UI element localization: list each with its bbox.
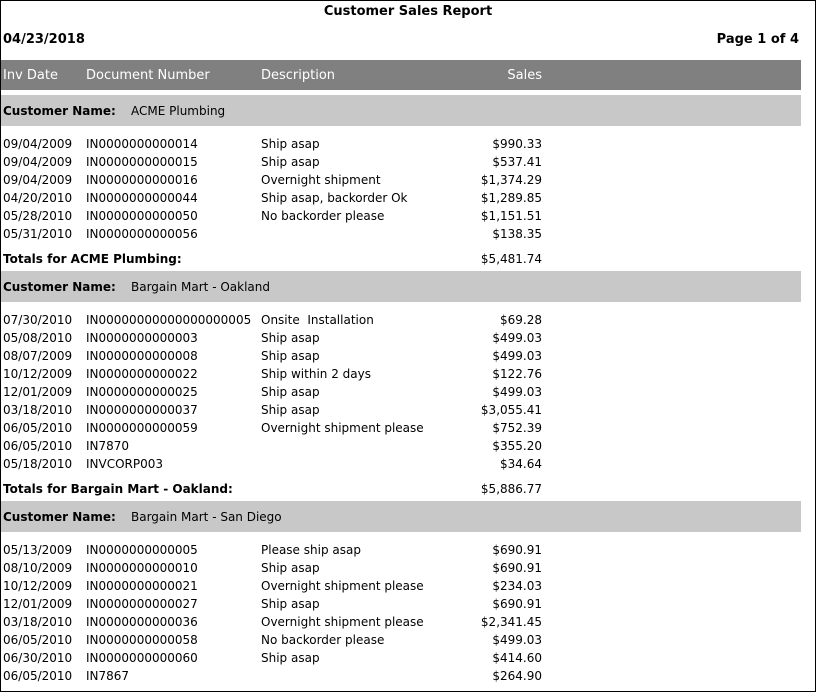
table-row [1,383,801,401]
description-cell: No backorder please [261,209,385,223]
inv-date-cell: 06/05/2010 [3,439,73,453]
inv-date-cell: 05/13/2009 [3,543,73,557]
document-number-cell: IN0000000000015 [86,155,198,169]
description-cell: Overnight shipment please [261,579,424,593]
table-row [1,189,801,207]
table-row [1,559,801,577]
inv-date-cell: 05/28/2010 [3,209,73,223]
description-cell: Overnight shipment please [261,421,424,435]
document-number-cell: IN0000000000014 [86,137,198,151]
customer-name-label: Customer Name: [3,280,116,294]
description-cell: Ship asap [261,651,320,665]
customer-total-label: Totals for Bargain Mart - Oakland: [3,482,233,496]
sales-cell: $499.03 [492,633,542,647]
report-date: 04/23/2018 [3,32,85,47]
sales-cell: $499.03 [492,349,542,363]
column-header-description: Description [261,68,336,83]
document-number-cell: IN00000000000000000005 [86,313,252,327]
sales-cell: $1,151.51 [480,209,542,223]
table-row [1,613,801,631]
sales-cell: $234.03 [492,579,542,593]
sales-cell: $1,289.85 [480,191,542,205]
sales-cell: $990.33 [492,137,542,151]
document-number-cell: IN0000000000037 [86,403,198,417]
document-number-cell: IN0000000000058 [86,633,198,647]
customer-name-label: Customer Name: [3,104,116,118]
inv-date-cell: 08/10/2009 [3,561,73,575]
document-number-cell: IN0000000000056 [86,227,198,241]
customer-name: ACME Plumbing [131,104,226,118]
table-row [1,455,801,473]
sales-cell: $355.20 [492,439,542,453]
document-number-cell: IN0000000000021 [86,579,198,593]
inv-date-cell: 05/31/2010 [3,227,73,241]
inv-date-cell: 06/05/2010 [3,421,73,435]
table-row [1,595,801,613]
inv-date-cell: 12/01/2009 [3,385,73,399]
sales-cell: $690.91 [492,597,542,611]
table-row [1,225,801,243]
column-header-sales: Sales [507,68,542,83]
document-number-cell: IN0000000000060 [86,651,198,665]
document-number-cell: INVCORP003 [86,457,164,471]
inv-date-cell: 10/12/2009 [3,367,73,381]
document-number-cell: IN0000000000005 [86,543,198,557]
report-body [1,95,801,685]
inv-date-cell: 06/05/2010 [3,669,73,683]
inv-date-cell: 03/18/2010 [3,403,73,417]
inv-date-cell: 09/04/2009 [3,173,73,187]
customer-header [1,271,801,302]
sales-cell: $499.03 [492,385,542,399]
description-cell: Ship asap [261,403,320,417]
document-number-cell: IN0000000000025 [86,385,198,399]
sales-cell: $2,341.45 [480,615,542,629]
inv-date-cell: 09/04/2009 [3,155,73,169]
table-row [1,171,801,189]
description-cell: Ship asap [261,385,320,399]
table-row [1,577,801,595]
customer-total-row [1,243,801,271]
inv-date-cell: 03/18/2010 [3,615,73,629]
customer-name: Bargain Mart - San Diego [131,510,282,524]
inv-date-cell: 08/07/2009 [3,349,73,363]
customer-total-amount: $5,481.74 [480,252,542,266]
table-row [1,401,801,419]
table-row [1,207,801,225]
customer-name: Bargain Mart - Oakland [131,280,270,294]
column-header-document-number: Document Number [86,68,210,83]
table-row [1,667,801,685]
description-cell: No backorder please [261,633,385,647]
description-cell: Overnight shipment [261,173,381,187]
description-cell: Ship asap [261,137,320,151]
document-number-cell: IN0000000000022 [86,367,198,381]
inv-date-cell: 07/30/2010 [3,313,73,327]
description-cell: Ship asap [261,331,320,345]
sales-cell: $690.91 [492,561,542,575]
customer-header [1,501,801,532]
page-indicator: Page 1 of 4 [716,32,799,47]
inv-date-cell: 06/05/2010 [3,633,73,647]
table-row [1,347,801,365]
document-number-cell: IN0000000000059 [86,421,198,435]
inv-date-cell: 06/30/2010 [3,651,73,665]
table-row [1,649,801,667]
description-cell: Ship asap, backorder Ok [261,191,408,205]
sales-cell: $1,374.29 [480,173,542,187]
sales-cell: $122.76 [492,367,542,381]
customer-total-label: Totals for ACME Plumbing: [3,252,182,266]
document-number-cell: IN0000000000008 [86,349,198,363]
inv-date-cell: 10/12/2009 [3,579,73,593]
column-header-bar [1,60,801,90]
inv-date-cell: 09/04/2009 [3,137,73,151]
customer-header [1,95,801,126]
document-number-cell: IN0000000000016 [86,173,198,187]
document-number-cell: IN7870 [86,439,130,453]
description-cell: Please ship asap [261,543,361,557]
description-cell: Ship asap [261,349,320,363]
sales-cell: $752.39 [492,421,542,435]
sales-cell: $414.60 [492,651,542,665]
table-row [1,419,801,437]
description-cell: Onsite Installation [261,313,374,327]
sales-cell: $264.90 [492,669,542,683]
column-header-inv-date: Inv Date [3,68,58,83]
description-cell: Ship within 2 days [261,367,371,381]
description-cell: Ship asap [261,155,320,169]
customer-total-row [1,473,801,501]
document-number-cell: IN0000000000027 [86,597,198,611]
document-number-cell: IN0000000000003 [86,331,198,345]
sales-cell: $34.64 [500,457,542,471]
sales-cell: $537.41 [492,155,542,169]
table-row [1,153,801,171]
document-number-cell: IN0000000000036 [86,615,198,629]
document-number-cell: IN0000000000010 [86,561,198,575]
document-number-cell: IN0000000000044 [86,191,198,205]
sales-cell: $3,055.41 [480,403,542,417]
table-row [1,135,801,153]
inv-date-cell: 12/01/2009 [3,597,73,611]
sales-cell: $499.03 [492,331,542,345]
inv-date-cell: 05/18/2010 [3,457,73,471]
table-row [1,541,801,559]
inv-date-cell: 04/20/2010 [3,191,73,205]
customer-total-amount: $5,886.77 [480,482,542,496]
table-row [1,311,801,329]
table-row [1,365,801,383]
description-cell: Overnight shipment please [261,615,424,629]
table-row [1,437,801,455]
report-title: Customer Sales Report [323,4,493,19]
sales-cell: $69.28 [500,313,542,327]
customer-name-label: Customer Name: [3,510,116,524]
description-cell: Ship asap [261,561,320,575]
document-number-cell: IN0000000000050 [86,209,198,223]
document-number-cell: IN7867 [86,669,130,683]
sales-cell: $138.35 [492,227,542,241]
table-row [1,631,801,649]
table-row [1,329,801,347]
sales-cell: $690.91 [492,543,542,557]
inv-date-cell: 05/08/2010 [3,331,73,345]
description-cell: Ship asap [261,597,320,611]
